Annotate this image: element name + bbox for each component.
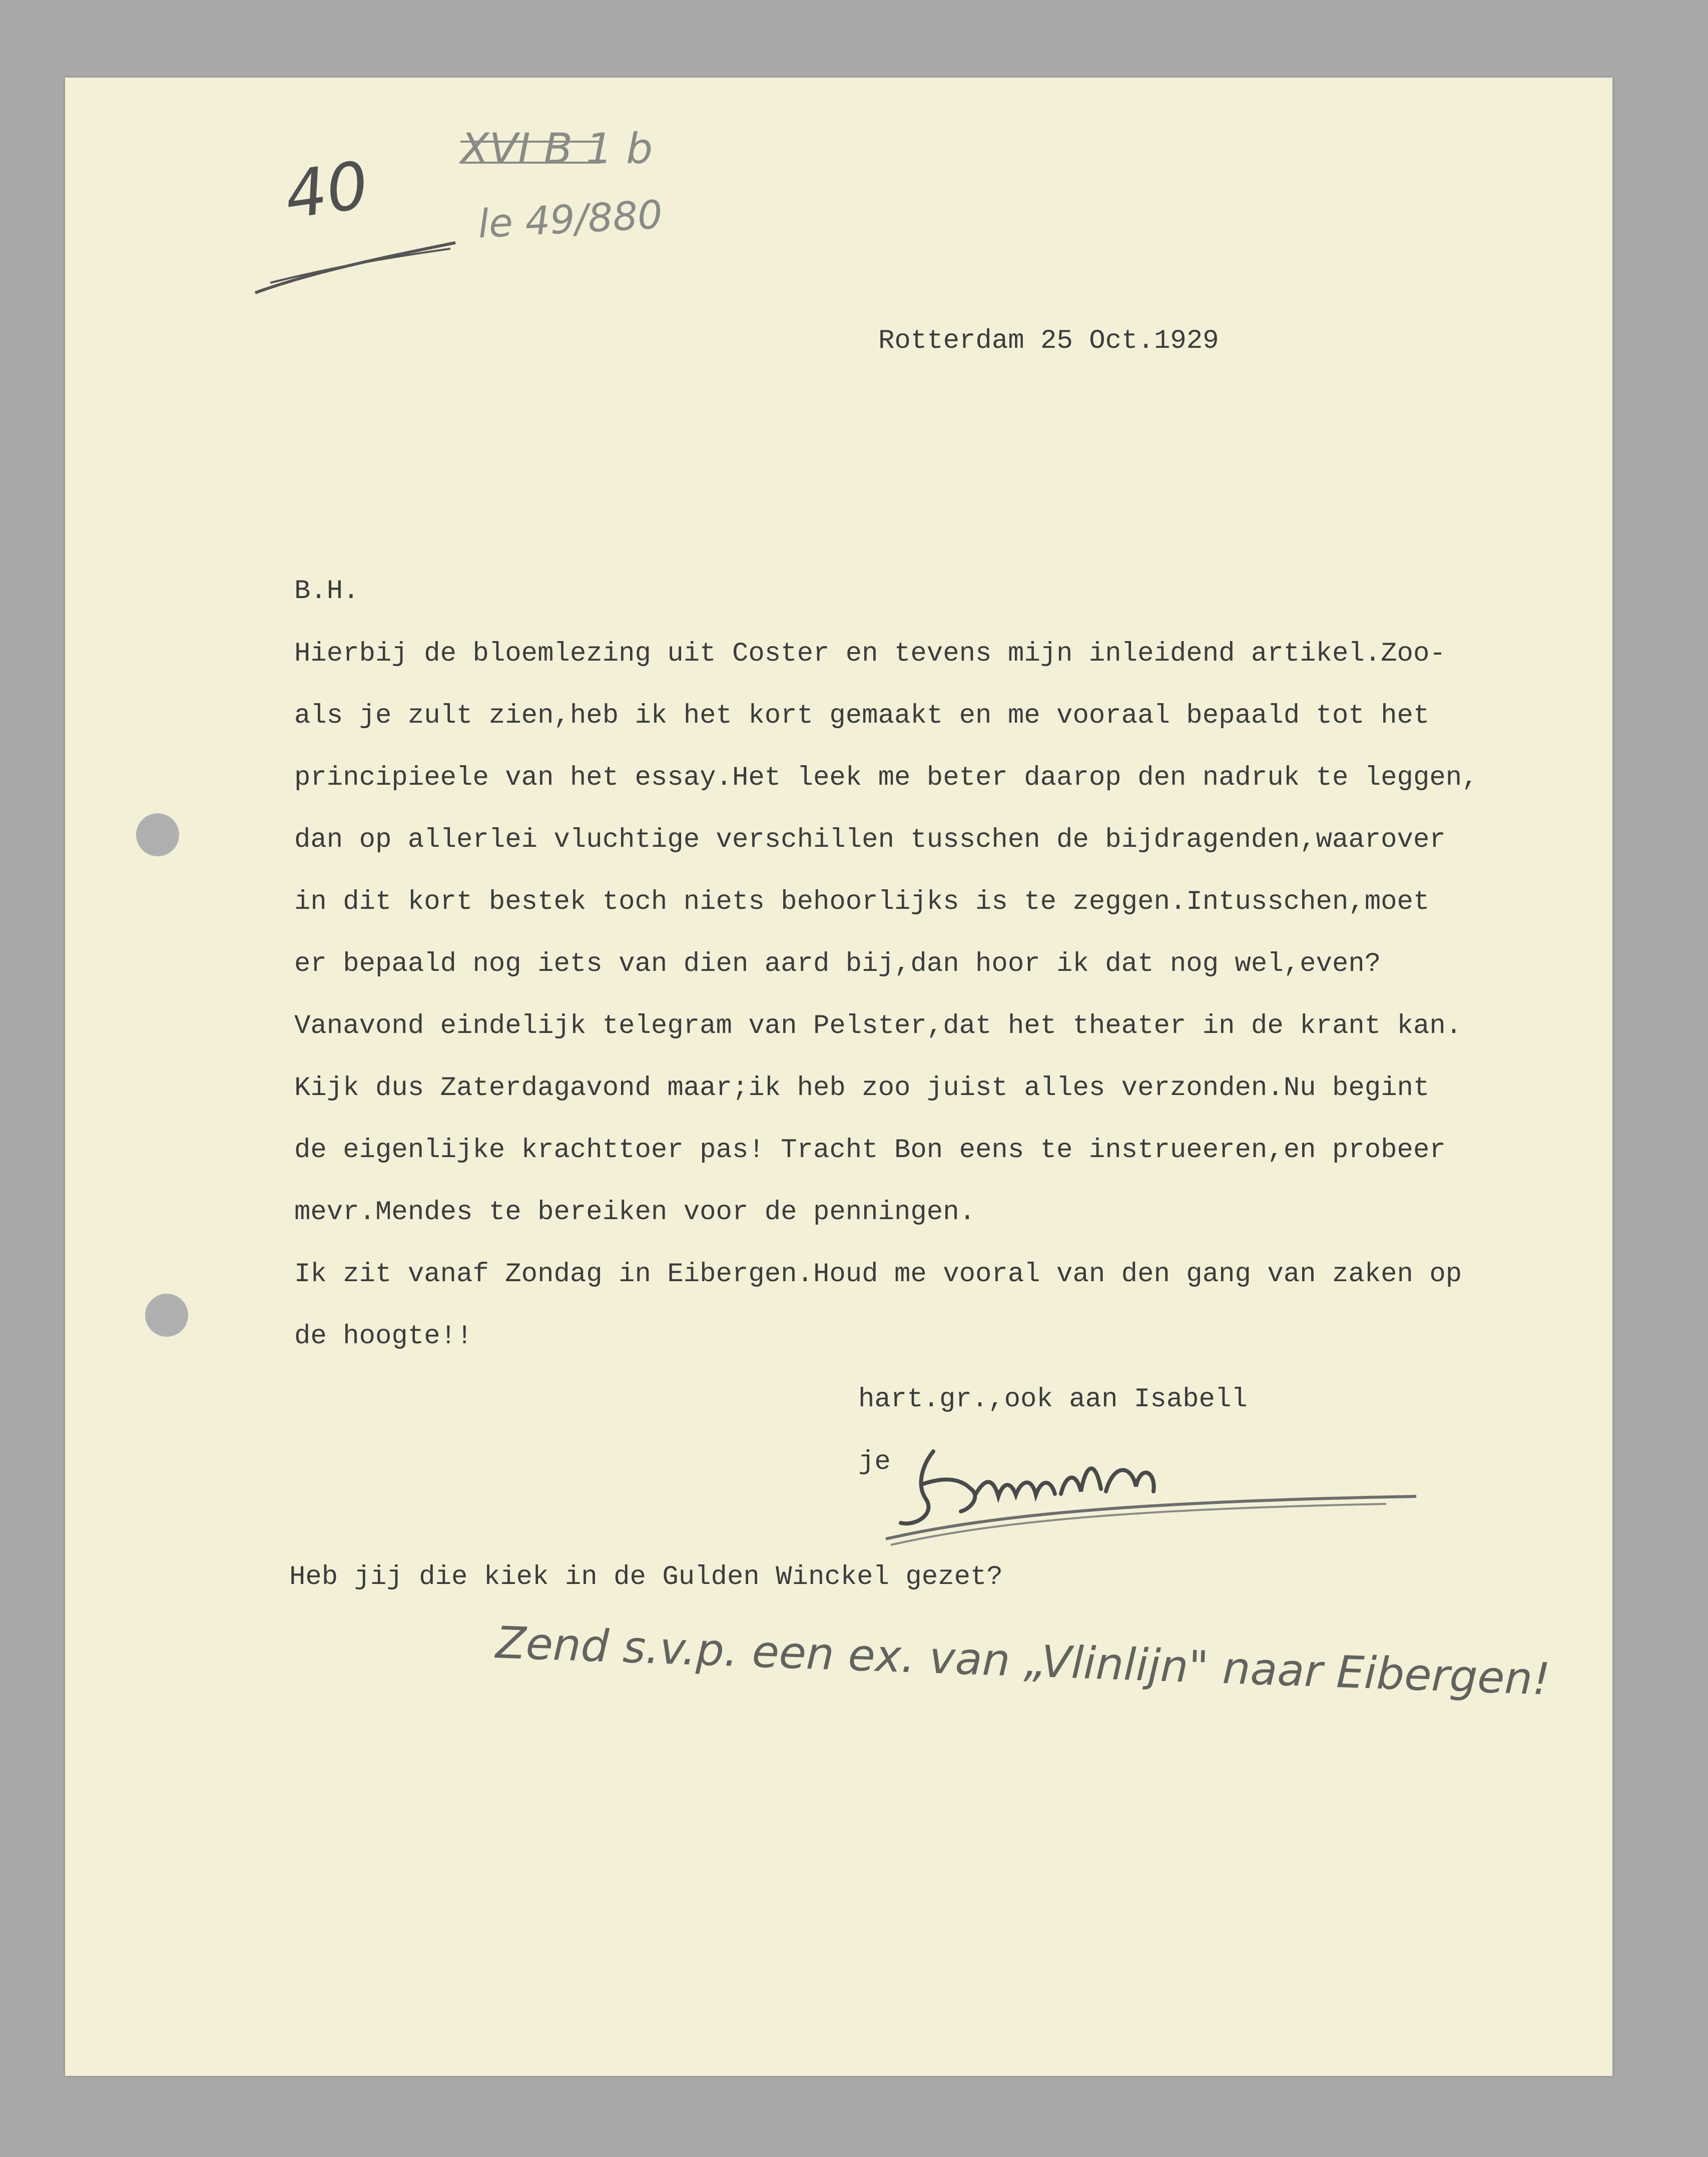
postscript: Heb jij die kiek in de Gulden Winckel gezet?	[289, 1562, 1003, 1592]
body-line: er bepaald nog iets van dien aard bij,dan hoor ik dat nog wel,even?	[294, 949, 1381, 979]
body-line: dan op allerlei vluchtige verschillen tusschen de bijdragenden,waarover	[294, 825, 1446, 855]
salutation: B.H.	[294, 576, 359, 607]
body-line: de hoogte!!	[294, 1321, 473, 1352]
punch-hole-bottom	[145, 1294, 188, 1337]
signature-icon	[886, 1389, 1426, 1589]
handwritten-note: Zend s.v.p. een ex. van „Vlinlijn" naar Eibergen!	[494, 1616, 1551, 1705]
shelf-mark: XVI B 1 b	[460, 124, 653, 173]
body-line: Hierbij de bloemlezing uit Coster en tevens mijn inleidend artikel.Zoo-	[294, 639, 1446, 669]
body-line: Vanavond eindelijk telegram van Pelster,dat het theater in de krant kan.	[294, 1011, 1462, 1041]
body-line: Ik zit vanaf Zondag in Eibergen.Houd me vooral van den gang van zaken op	[294, 1259, 1462, 1290]
body-line: in dit kort bestek toch niets behoorlijks is te zeggen.Intusschen,moet	[294, 887, 1430, 917]
body-line: Kijk dus Zaterdagavond maar;ik heb zoo juist alles verzonden.Nu begint	[294, 1073, 1430, 1104]
accession-number: le 49/880	[476, 192, 664, 247]
closing-greeting: hart.gr.,ook aan Isabell	[858, 1384, 1248, 1415]
body-line: de eigenlijke krachttoer pas! Tracht Bon eens te instrueeren,en probeer	[294, 1135, 1446, 1166]
place-date: Rotterdam 25 Oct.1929	[878, 326, 1219, 356]
punch-hole-top	[136, 813, 179, 856]
closing-je: je	[858, 1447, 891, 1477]
letter-sheet	[65, 78, 1612, 2076]
body-line: mevr.Mendes te bereiken voor de penningen.	[294, 1197, 976, 1228]
shelf-mark-strike-icon	[460, 138, 606, 168]
body-line: principieele van het essay.Het leek me beter daarop den nadruk te leggen,	[294, 763, 1478, 793]
body-line: als je zult zien,heb ik het kort gemaakt en me vooraal bepaald tot het	[294, 701, 1430, 731]
letter-body	[294, 641, 1575, 1421]
folio-number: 40	[280, 147, 373, 234]
folio-underline-icon	[250, 238, 460, 298]
